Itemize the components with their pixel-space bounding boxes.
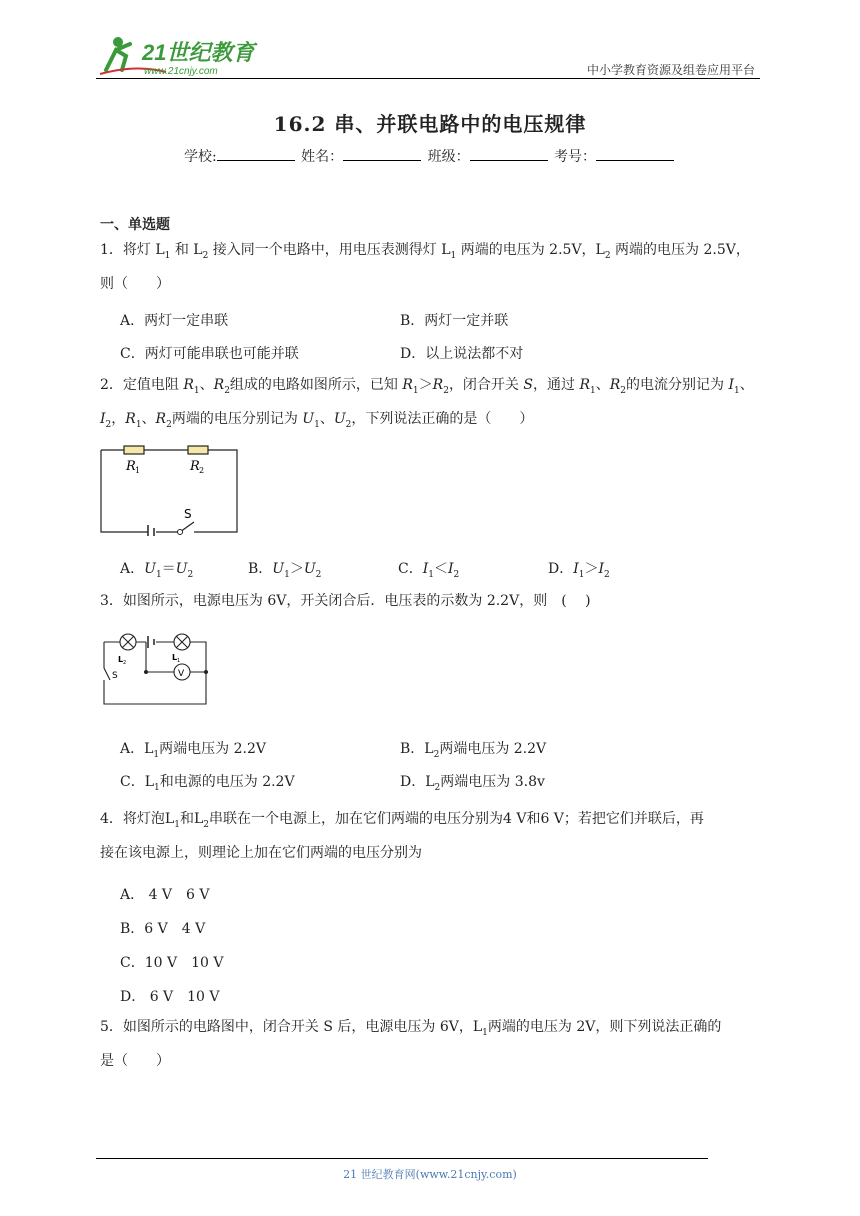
class-blank[interactable]	[470, 148, 548, 161]
footer-divider	[96, 1158, 708, 1159]
exam-no-label: 考号：	[554, 149, 597, 165]
svg-text:S: S	[112, 671, 118, 681]
section-heading: 一、单选题	[100, 217, 170, 233]
page-title: 16.2 串、并联电路中的电压规律	[273, 112, 587, 136]
q1-option-c[interactable]: C．两灯可能串联也可能并联	[120, 346, 299, 362]
name-label: 姓名：	[301, 149, 344, 165]
q1-option-b[interactable]: B．两灯一定并联	[400, 313, 509, 329]
header-divider	[96, 78, 760, 79]
question-5: 5．如图所示的电路图中，闭合开关 S 后，电源电压为 6V，$L_1$两端的电压为 2V，则下列说法正确的 是（ ）	[100, 1019, 722, 1069]
svg-text:21世纪教育: 21世纪教育	[142, 40, 255, 65]
svg-text:V: V	[178, 669, 185, 679]
svg-text:S: S	[184, 507, 192, 521]
svg-text:1: 1	[177, 658, 181, 664]
svg-text:2: 2	[199, 466, 205, 475]
school-blank[interactable]	[217, 148, 295, 161]
svg-text:L: L	[118, 655, 124, 664]
q2-option-d[interactable]: D．$I_1>I_2$	[548, 561, 610, 580]
q4-option-b[interactable]: B．6 V 4 V	[120, 921, 206, 937]
q2-option-b[interactable]: B．$U_1>U_2$	[248, 561, 322, 580]
q4-option-a[interactable]: A． 4 V 6 V	[120, 887, 210, 903]
q2-option-c[interactable]: C．$I_1<I_2$	[398, 561, 460, 580]
q4-option-c[interactable]: C．10 V 10 V	[120, 955, 224, 971]
school-label: 学校:	[183, 149, 217, 165]
svg-text:R: R	[126, 459, 136, 474]
q3-option-d[interactable]: D．$L_2$两端电压为 3.8v	[400, 774, 545, 793]
student-info-line	[0, 146, 860, 166]
svg-text:1: 1	[135, 466, 141, 475]
svg-text:www.21cnjy.com: www.21cnjy.com	[144, 66, 218, 77]
platform-label: 中小学教育资源及组卷应用平台	[586, 63, 755, 77]
logo	[96, 30, 266, 80]
question-3: 3．如图所示，电源电压为 6V，开关闭合后．电压表的示数为 2.2V，则 ( )	[100, 593, 591, 609]
question-4: 4．将灯泡$L_1$和$L_2$串联在一个电源上，加在它们两端的电压分别为4 V和6 V；若把它们并联后，再 接在该电源上，则理论上加在它们两端的电压分别为	[100, 811, 704, 861]
question-2: 2．定值电阻 $R_1$、$R_2$组成的电路如图所示，已知 $R_1>R_2$，闭合开关 S，通过 $R_1$、$R_2$的电流分别记为 $I_1$、 $I_2$，$R_1$、$R_2$两端的电压分别记为 $U_1$、$U_2$，下列说法正确的是（ ）	[100, 377, 754, 430]
name-blank[interactable]	[343, 148, 421, 161]
svg-text:R: R	[190, 459, 200, 474]
q4-option-d[interactable]: D． 6 V 10 V	[120, 989, 220, 1005]
q3-option-b[interactable]: B．$L_2$两端电压为 2.2V	[400, 741, 547, 760]
class-label: 班级：	[427, 149, 470, 165]
footer-link[interactable]: 21 世纪教育网(www.21cnjy.com)	[343, 1168, 517, 1181]
q2-circuit-figure	[98, 440, 242, 540]
svg-text:2: 2	[123, 660, 127, 666]
q1-option-d[interactable]: D．以上说法都不对	[400, 346, 524, 362]
question-1: 1．将灯 $L_1$ 和 $L_2$ 接入同一个电路中，用电压表测得灯 $L_1$ 两端的电压为 2.5V，$L_2$ 两端的电压为 2.5V， 则（ ）	[100, 242, 750, 292]
q3-option-c[interactable]: C．$L_1$和电源的电压为 2.2V	[120, 774, 295, 793]
q1-option-a[interactable]: A．两灯一定串联	[120, 313, 229, 329]
svg-text:L: L	[172, 653, 178, 662]
exam-no-blank[interactable]	[596, 148, 674, 161]
q3-circuit-figure	[100, 628, 210, 712]
q2-option-a[interactable]: A．$U_1=U_2$	[120, 561, 194, 580]
q3-option-a[interactable]: A．$L_1$两端电压为 2.2V	[120, 741, 266, 760]
